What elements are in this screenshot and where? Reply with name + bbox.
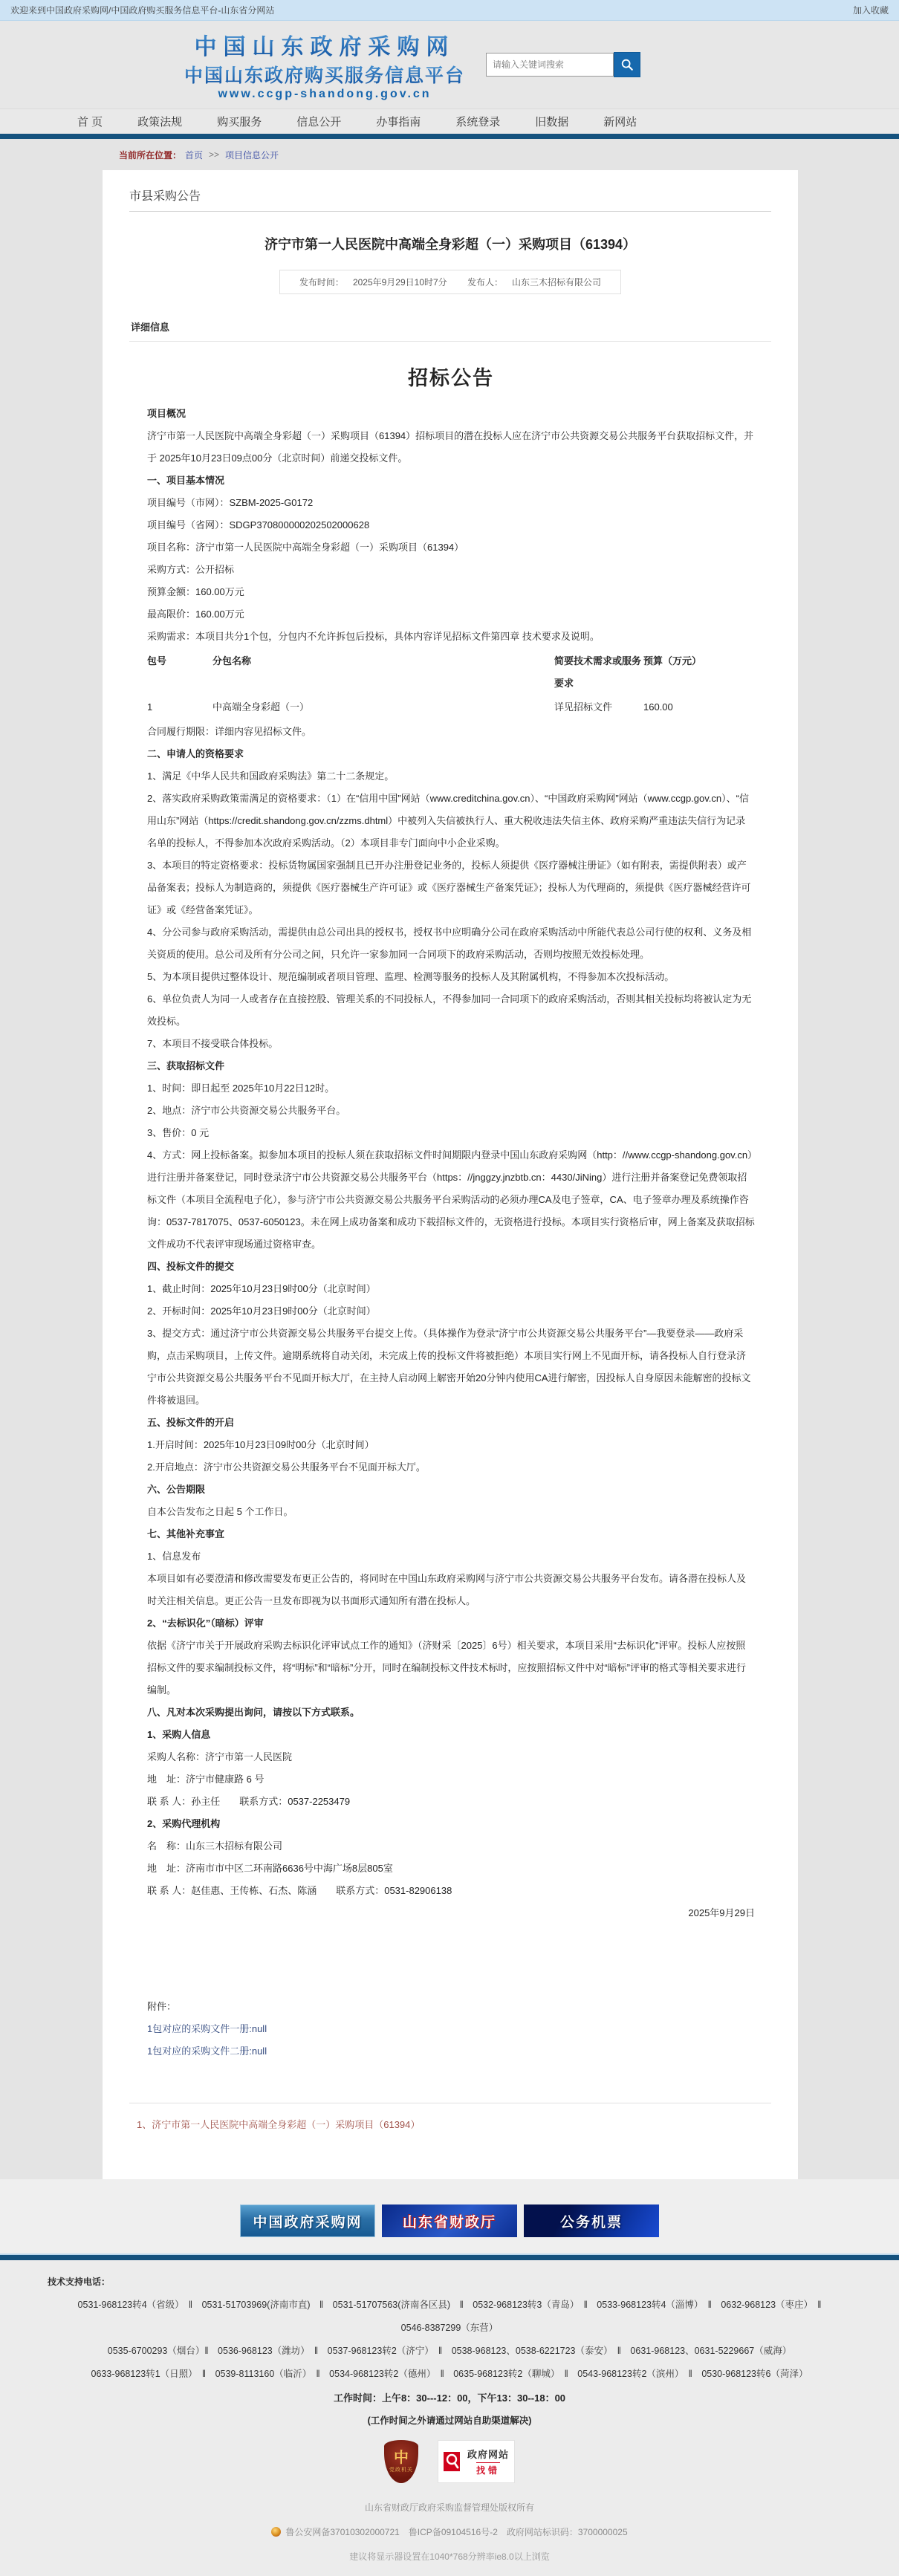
sitecheck-action: 找错 — [476, 2462, 500, 2476]
sitecheck-title: 政府网站 — [467, 2449, 509, 2460]
package-table-cell-1: 中高端全身彩超（一） — [212, 701, 310, 713]
nav-item-1[interactable]: 政策法规 — [137, 116, 183, 129]
magnifier-icon — [444, 2450, 463, 2473]
nav-accent-strip — [0, 134, 899, 139]
package-table-cell-2: 详见招标文件 — [554, 701, 613, 713]
table-row — [147, 695, 755, 719]
announcement-paragraph: 2、地点：济宁市公共资源交易公共服务平台。 — [147, 1105, 346, 1116]
nav-item-5[interactable]: 系统登录 — [455, 116, 501, 129]
related-announcement-link[interactable]: 1、济宁市第一人民医院中高端全身彩超（一）采购项目（61394） — [137, 2119, 421, 2130]
site-error-report-badge[interactable] — [438, 2440, 515, 2483]
announcement-paragraph: 6、单位负责人为同一人或者存在直接控股、管理关系的不同投标人，不得参加同一合同项下的政府采购活动，否则其相关投标均将被认定为无效投标。 — [147, 993, 752, 1027]
announcement-paragraph: 联 系 人：赵佳惠、王传栋、石杰、陈涵 联系方式：0531-82906138 — [147, 1885, 452, 1896]
search-icon — [620, 58, 634, 71]
breadcrumb-home-link[interactable]: 首页 — [185, 149, 204, 160]
announcement-paragraph: 2025年9月29日 — [688, 1907, 755, 1918]
support-phone-line-0: 0531-968123转4（省级） ‖ 0531-51703969(济南市直) ‖ 0531-51707563(济南各区县) ‖ 0532-968123转3（青岛） ‖ 0533-968123转4（淄博） ‖ 0632-968123（枣庄） ‖ — [77, 2300, 822, 2310]
announcement-paragraph: 1.开启时间：2025年10月23日09时00分（北京时间） — [147, 1439, 374, 1450]
package-table-body — [147, 695, 755, 719]
nav-item-4[interactable]: 办事指南 — [376, 116, 421, 129]
package-table-cell-3: 160.00 — [643, 701, 673, 713]
announcement-paragraph: 联 系 人：孙主任 联系方式：0537-2253479 — [147, 1796, 351, 1807]
announcement-paragraph: 2、落实政府采购政策需满足的资格要求：（1）在“信用中国”网站（www.creditchina.gov.cn）、“中国政府采购网”网站（www.ccgp.gov.cn）、“信用山东”网站（https://credit.shandong.gov.cn/zzms.dhtml）中被列入失信被执行人、重大税收违法失信主体、政府采购严重违法失信行为记录名单的投标人，不得参加本次政府采购活动。（2）本项目非专门面向中小企业采购。 — [147, 793, 749, 849]
announcement-paragraph: 项目编号（省网）：SDGP370800000202502000628 — [147, 519, 370, 531]
announcement-paragraph: 项目概况 — [147, 408, 186, 419]
announcement-paragraph: 名 称：山东三木招标有限公司 — [147, 1840, 283, 1852]
announcement-paragraph: 1、时间：即日起至 2025年10月22日12时。 — [147, 1083, 335, 1094]
site-logo[interactable] — [184, 28, 465, 101]
announcement-paragraph: 采购方式：公开招标 — [147, 564, 235, 575]
emblem-icon: 中 — [394, 2450, 409, 2466]
work-hours-note: (工作时间之外请通过网站自助渠道解决) — [367, 2416, 532, 2426]
attachments-list — [147, 2018, 755, 2063]
welcome-text: 欢迎来到中国政府采购网/中国政府购买服务信息平台-山东省分网站 — [10, 5, 275, 16]
search-box — [486, 52, 640, 77]
article-title: 济宁市第一人民医院中高端全身彩超（一）采购项目（61394） — [264, 237, 637, 252]
announcement-paragraph: 1、采购人信息 — [147, 1729, 211, 1740]
announcement-paragraph: 一、项目基本情况 — [147, 475, 225, 486]
page-title: 市县采购公告 — [129, 186, 771, 212]
attachment-link[interactable]: 1包对应的采购文件二册:null — [147, 2045, 267, 2057]
attachments-section — [147, 1996, 755, 2063]
logo-subtitle-cn: 中国山东政府购买服务信息平台 — [184, 61, 465, 88]
announcement-paragraph: 二、申请人的资格要求 — [147, 748, 244, 759]
footer-badges — [48, 2440, 851, 2483]
icp-line — [48, 2525, 851, 2538]
announcement-paragraph: 4、方式：网上投标备案。拟参加本项目的投标人须在获取招标文件时间期限内登录中国山东政府采购网（http：//www.ccgp-shandong.gov.cn）进行注册并备案登记，同时登录济宁市公共资源交易公共服务平台（https：//jnggzy.jnzbtb.cn：4430/JiNing）进行注册并备案登记免费领取招标文件（本项目全流程电子化），参与济宁市公共资源交易公共服务平台采购活动的必须办理CA及电子签章，CA、电子签章办理及系统操作咨询：0537-7817075、0537-6050123。未在网上成功备案和成功下载招标文件的，无资格进行投标。本项目实行资格后审，网上备案及获取招标文件成功不代表评审现场通过资格审查。 — [147, 1149, 755, 1250]
announcement-body — [129, 367, 771, 2063]
site-header — [0, 21, 899, 108]
package-table-header-0: 包号 — [147, 655, 167, 666]
announcement-paragraph: 地 址：济宁市健康路 6 号 — [147, 1774, 264, 1785]
announcement-paragraph: 项目名称：济宁市第一人民医院中高端全身彩超（一）采购项目（61394） — [147, 542, 464, 553]
tab-detail-info: 详细信息 — [129, 319, 771, 342]
announcement-paragraph: 采购需求：本项目共分1个包，分包内不允许拆包后投标，具体内容详见招标文件第四章 技术要求及说明。 — [147, 631, 600, 642]
announcement-paragraph: 1、信息发布 — [147, 1551, 201, 1562]
partner-banner-0[interactable]: 中国政府采购网 — [240, 2204, 375, 2237]
partner-banner-row — [0, 2179, 899, 2254]
breadcrumb-current-link[interactable]: 项目信息公开 — [225, 149, 279, 160]
announcement-paragraph: 7、本项目不接受联合体投标。 — [147, 1038, 279, 1049]
publisher-label: 发布人： — [467, 277, 504, 288]
content-wrap — [0, 139, 899, 2179]
announcement-paragraph: 三、获取招标文件 — [147, 1060, 225, 1071]
emblem-text: 党政机关 — [389, 2468, 413, 2473]
top-utility-bar — [0, 0, 899, 21]
publish-time-label: 发布时间： — [299, 277, 344, 288]
search-button[interactable] — [614, 52, 640, 77]
support-phone-lines — [48, 2297, 851, 2380]
announcement-paragraph: 八、凡对本次采购提出询问，请按以下方式联系。 — [147, 1707, 360, 1718]
package-table-header-1: 分包名称 — [212, 655, 252, 666]
announcement-card — [103, 170, 798, 2179]
nav-item-6[interactable]: 旧数据 — [535, 116, 569, 129]
announcement-paragraph: 四、投标文件的提交 — [147, 1261, 235, 1272]
package-table — [147, 649, 755, 719]
announcement-paragraph: 最高限价：160.00万元 — [147, 609, 244, 620]
announcement-paragraph: 3、售价：0 元 — [147, 1127, 210, 1138]
nav-item-0[interactable]: 首 页 — [77, 116, 103, 129]
partner-banner-1[interactable]: 山东省财政厅 — [382, 2204, 517, 2237]
related-links-section — [129, 2103, 771, 2135]
logo-title-cn: 中国山东政府采购网 — [184, 28, 465, 61]
support-phone-label: 技术支持电话： — [48, 2277, 111, 2287]
package-table-head-row — [147, 649, 755, 695]
announcement-paragraph: 1、满足《中华人民共和国政府采购法》第二十二条规定。 — [147, 770, 395, 782]
icp-text: 鲁公安网备37010302000721 鲁ICP备09104516号-2 政府网站标识码：3700000025 — [285, 2527, 628, 2537]
support-phone-line-1: 0546-8387299（东营） — [400, 2323, 499, 2333]
logo-url: www.ccgp-shandong.gov.cn — [218, 88, 432, 100]
announcement-paragraph: 2.开启地点：济宁市公共资源交易公共服务平台不见面开标大厅。 — [147, 1461, 426, 1473]
announcement-paragraph: 2、采购代理机构 — [147, 1818, 221, 1829]
announcement-paragraph: 3、提交方式：通过济宁市公共资源交易公共服务平台提交上传。（具体操作为登录“济宁市公共资源交易公共服务平台”—我要登录——政府采购，点击采购项目，上传文件。逾期系统将自动关闭，未完成上传的投标文件将被拒绝）本项目实行网上不见面开标，请各投标人自行登录济宁市公共资源交易公共服务平台不见面开标大厅，在主持人启动网上解密开始20分钟内使用CA进行解密，因投标人自身原因未能解密的投标文件将被退回。 — [147, 1328, 751, 1406]
announcement-paragraph: 预算金额：160.00万元 — [147, 586, 244, 597]
announcement-paragraph: 4、分公司参与政府采购活动，需提供由总公司出具的授权书，授权书中应明确分公司在政府采购活动中所能代表总公司行使的权利、义务及相关资质的使用。总公司及所有分公司之间，只允许一家参加同一合同项下的政府采购活动，否则均按照无效投标处理。 — [147, 927, 752, 960]
support-phone-line-3: 0633-968123转1（日照） ‖ 0539-8113160（临沂） ‖ 0534-968123转2（德州） ‖ 0635-968123转2（聊城） ‖ 0543-968123转2（滨州） ‖ 0530-968123转6（菏泽） — [91, 2369, 808, 2379]
nav-item-2[interactable]: 购买服务 — [217, 116, 262, 129]
announcement-paragraph: 地 址：济南市市中区二环南路6636号中海广场8层805室 — [147, 1863, 393, 1874]
search-input[interactable] — [486, 53, 614, 77]
government-emblem-badge[interactable] — [384, 2440, 418, 2483]
breadcrumb-label: 当前所在位置： — [119, 149, 182, 160]
publisher: 山东三木招标有限公司 — [512, 277, 602, 288]
announcement-paragraph: 3、本项目的特定资格要求：投标货物属国家强制且已开办注册登记业务的，投标人须提供《医疗器械注册证》（如有附表，需提供附表）或产品备案表；投标人为制造商的，须提供《医疗器械生产许可证》或《医疗器械生产备案凭证》；投标人为代理商的，须提供《医疗器械经营许可证》或《经营备案凭证》。 — [147, 860, 751, 915]
attachments-label: 附件： — [147, 2001, 177, 2012]
nav-item-7[interactable]: 新网站 — [603, 116, 637, 129]
footer-accent-strip — [0, 2254, 899, 2260]
announcement-paragraph: 2、开标时间：2025年10月23日9时00分（北京时间） — [147, 1305, 376, 1317]
announcement-paragraph: 依据《济宁市关于开展政府采购去标识化评审试点工作的通知》（济财采〔2025〕6号）相关要求，本项目采用“去标识化”评审。投标人应按照招标文件的要求编制投标文件，将“明标”和“暗标”分开，同时在编制投标文件技术标时，应按照招标文件中对“暗标”评审的格式等相关要求进行编制。 — [147, 1640, 746, 1696]
nav-menu — [0, 108, 899, 134]
announcement-paragraph: 采购人名称：济宁市第一人民医院 — [147, 1751, 293, 1762]
support-phone-line-2: 0535-6700293（烟台）‖ 0536-968123（潍坊） ‖ 0537-968123转2（济宁） ‖ 0538-968123、0538-6221723（泰安） ‖ 0631-968123、0631-5229667（威海） — [107, 2346, 792, 2356]
announcement-paragraph: 5、为本项目提供过整体设计、规范编制或者项目管理、监理、检测等服务的投标人及其附属机构，不得参加本次投标活动。 — [147, 971, 675, 982]
announcement-paragraph: 六、公告期限 — [147, 1484, 206, 1495]
site-footer — [0, 2260, 899, 2576]
partner-banner-2[interactable]: 公务机票 — [524, 2204, 659, 2237]
announcement-paragraph: 2、“去标识化”（暗标）评审 — [147, 1618, 264, 1629]
package-table-cell-0: 1 — [147, 701, 153, 713]
work-hours: 工作时间：上午8：30---12：00，下午13：30--18：00 — [333, 2392, 566, 2404]
blocks-before-table — [147, 403, 755, 648]
announcement-paragraph: 自本公告发布之日起 5 个工作日。 — [147, 1506, 293, 1517]
publish-info — [279, 270, 621, 294]
announcement-paragraph: 1、截止时间：2025年10月23日9时00分（北京时间） — [147, 1283, 376, 1294]
announcement-paragraph: 本项目如有必要澄清和修改需要发布更正公告的，将同时在中国山东政府采购网与济宁市公共资源交易公共服务平台发布。请各潜在投标人及时关注相关信息。更正公告一旦发布即视为以书面形式通知所有潜在投标人。 — [147, 1573, 747, 1606]
announcement-paragraph: 五、投标文件的开启 — [147, 1417, 235, 1428]
breadcrumb — [103, 139, 798, 170]
announcement-paragraph: 济宁市第一人民医院中高端全身彩超（一）采购项目（61394）招标项目的潜在投标人应在济宁市公共资源交易公共服务平台获取招标文件，并于 2025年10月23日09点00分（北京时间）前递交投标文件。 — [147, 430, 754, 464]
announcement-title: 招标公告 — [408, 367, 494, 389]
publish-time: 2025年9月29日10时7分 — [352, 277, 447, 288]
police-badge-icon — [271, 2527, 281, 2537]
announcement-paragraph: 项目编号（市网）：SZBM-2025-G0172 — [147, 497, 314, 508]
nav-item-3[interactable]: 信息公开 — [296, 116, 342, 129]
announcement-paragraph: 合同履行期限：详细内容见招标文件。 — [147, 726, 312, 737]
browser-tip: 建议将显示器设置在1040*768分辨率ie8.0以上浏览 — [349, 2551, 550, 2562]
blocks-after-table — [147, 721, 755, 1924]
breadcrumb-separator: >> — [209, 149, 220, 160]
package-table-header-3: 预算（万元） — [643, 655, 702, 666]
package-table-header-2: 简要技术需求或服务要求 — [554, 655, 642, 689]
add-favorite-link[interactable]: 加入收藏 — [852, 5, 889, 16]
announcement-paragraph: 七、其他补充事宜 — [147, 1528, 225, 1540]
attachment-link[interactable]: 1包对应的采购文件一册:null — [147, 2023, 267, 2034]
copyright-line: 山东省财政厅政府采购监督管理处版权所有 — [364, 2502, 534, 2513]
